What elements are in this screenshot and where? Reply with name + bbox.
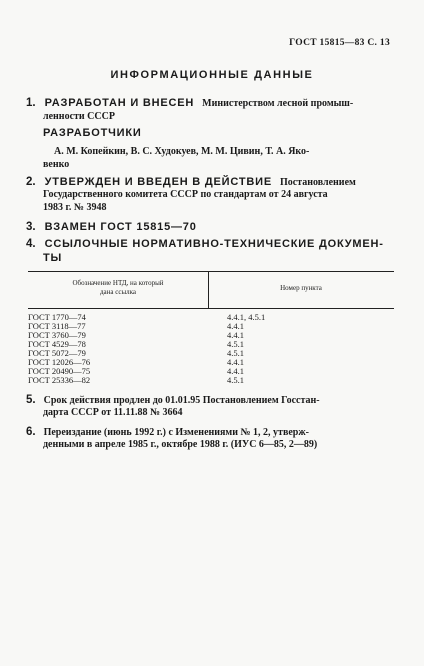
table-header-doc-line-1: Обозначение НТД, на который xyxy=(72,279,164,287)
developers-line-2: венко xyxy=(43,159,70,170)
item-4-caps: ССЫЛОЧНЫЕ НОРМАТИВНО-ТЕХНИЧЕСКИЕ ДОКУМЕН- xyxy=(44,238,384,250)
table-cell-clause: 4.5.1 xyxy=(227,375,244,385)
item-1-text: Министерством лесной промыш- xyxy=(202,98,354,109)
item-1-caps: РАЗРАБОТАН И ВНЕСЕН xyxy=(44,97,195,109)
item-2-text-cont-2: 1983 г. № 3948 xyxy=(43,202,107,213)
table-row xyxy=(28,375,394,384)
item-1-number: 1. xyxy=(26,97,36,109)
developers-heading: РАЗРАБОТЧИКИ xyxy=(43,127,142,139)
table-cell-doc: ГОСТ 25336—82 xyxy=(28,375,91,385)
item-4 xyxy=(26,236,384,252)
table-cell-doc: ГОСТ 1770—74 xyxy=(28,312,86,322)
table-cell-doc: ГОСТ 4529—78 xyxy=(28,339,86,349)
item-4-number: 4. xyxy=(26,238,36,250)
table-cell-doc: ГОСТ 5072—79 xyxy=(28,348,86,358)
table-cell-clause: 4.5.1 xyxy=(227,339,244,349)
item-6-text: Переиздание (июнь 1992 г.) с Изменениями № 1, 2, утверж- xyxy=(43,427,309,438)
table-row xyxy=(28,339,394,348)
table-header-doc xyxy=(28,279,208,297)
table-cell-doc: ГОСТ 3118—77 xyxy=(28,321,86,331)
item-2-caps: УТВЕРЖДЕН И ВВЕДЕН В ДЕЙСТВИЕ xyxy=(44,176,272,188)
table-cell-clause: 4.4.1, 4.5.1 xyxy=(227,312,266,322)
table-row xyxy=(28,330,394,339)
item-3 xyxy=(26,219,197,235)
table-cell-doc: ГОСТ 20490—75 xyxy=(28,366,91,376)
page-title: ИНФОРМАЦИОННЫЕ ДАННЫЕ xyxy=(110,69,314,81)
item-6-text-cont: денными в апреле 1985 г., октябре 1988 г. (ИУС 6—85, 2—89) xyxy=(43,439,318,450)
table-cell-doc: ГОСТ 3760—79 xyxy=(28,330,86,340)
item-2-text: Постановлением xyxy=(279,177,356,188)
references-table xyxy=(28,271,394,385)
item-5-number: 5. xyxy=(26,394,36,406)
item-1-text-cont: ленности СССР xyxy=(43,111,115,122)
table-header-clause: Номер пункта xyxy=(280,284,322,292)
table-cell-clause: 4.4.1 xyxy=(227,357,244,367)
table-row xyxy=(28,312,394,321)
table-header xyxy=(28,271,394,309)
table-row xyxy=(28,321,394,330)
item-3-number: 3. xyxy=(26,221,36,233)
table-cell-clause: 4.4.1 xyxy=(227,330,244,340)
table-row xyxy=(28,366,394,375)
table-header-doc-line-2: дана ссылка xyxy=(99,288,137,296)
table-cell-clause: 4.4.1 xyxy=(227,321,244,331)
table-row xyxy=(28,357,394,366)
page-header: ГОСТ 15815—83 С. 13 xyxy=(289,38,390,48)
table-cell-clause: 4.4.1 xyxy=(227,366,244,376)
item-3-caps: ВЗАМЕН ГОСТ 15815—70 xyxy=(44,221,197,233)
item-5-text: Срок действия продлен до 01.01.95 Постановлением Госстан- xyxy=(43,395,320,406)
developers-line-1: А. М. Копейкин, В. С. Худокуев, М. М. Цивин, Т. А. Яко- xyxy=(54,146,310,157)
item-2-text-cont: Государственного комитета СССР по стандартам от 24 августа xyxy=(43,189,328,200)
table-cell-clause: 4.5.1 xyxy=(227,348,244,358)
item-5-text-cont: дарта СССР от 11.11.88 № 3664 xyxy=(43,407,183,418)
item-6-number: 6. xyxy=(26,426,36,438)
item-4-caps-cont: ТЫ xyxy=(43,252,63,264)
table-body xyxy=(28,312,394,384)
item-2-number: 2. xyxy=(26,176,36,188)
table-cell-doc: ГОСТ 12026—76 xyxy=(28,357,91,367)
table-row xyxy=(28,348,394,357)
